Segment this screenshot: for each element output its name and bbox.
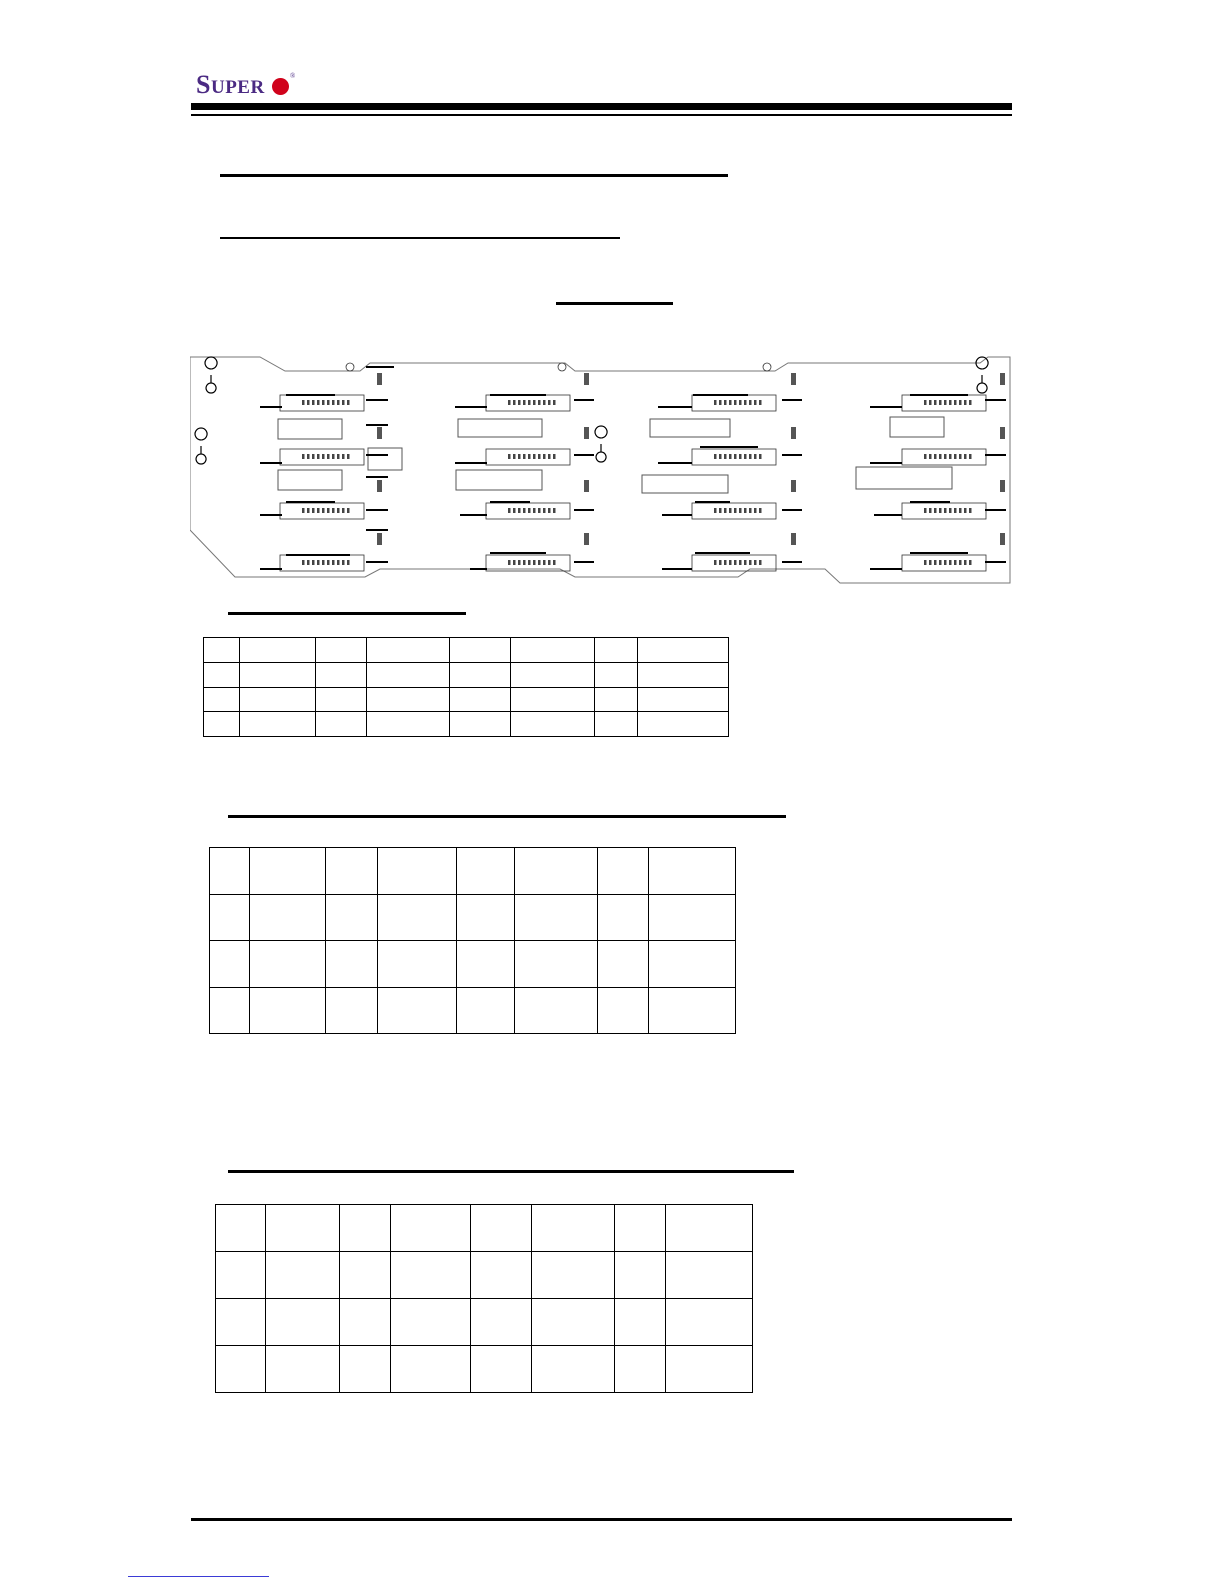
connector-pin: [548, 508, 551, 513]
connector-pin: [302, 560, 305, 565]
table-cell: [598, 894, 649, 941]
table-cell: [239, 638, 315, 663]
table-cell: [594, 712, 638, 737]
connector-pin: [939, 454, 942, 459]
table-cell: [239, 662, 315, 687]
connector-pin: [523, 508, 526, 513]
connector-pin: [327, 400, 330, 405]
section-heading-rule: [220, 237, 620, 239]
connector-pin: [924, 508, 927, 513]
connector-pin: [924, 400, 927, 405]
table-row: [216, 1205, 753, 1252]
connector-pin: [513, 400, 516, 405]
connector-pin: [934, 508, 937, 513]
connector-pin: [543, 508, 546, 513]
connector-pin: [934, 454, 937, 459]
connector-pin: [543, 454, 546, 459]
connector-pin: [553, 454, 556, 459]
connector-pin: [744, 508, 747, 513]
table-cell: [531, 1299, 614, 1346]
table-cell: [210, 894, 250, 941]
connector-pin: [538, 400, 541, 405]
registered-icon: ®: [290, 72, 296, 80]
connector-pin: [759, 560, 762, 565]
connector-pin: [548, 560, 551, 565]
table-cell: [326, 987, 378, 1034]
chapter-heading-rule: [220, 174, 728, 177]
connector-pin: [317, 508, 320, 513]
connector-pin: [548, 454, 551, 459]
connector-pin: [553, 508, 556, 513]
connector-pin: [939, 400, 942, 405]
connector-pin: [553, 400, 556, 405]
header-rule-thick: [191, 103, 1012, 110]
table-cell: [598, 987, 649, 1034]
table-cell: [456, 987, 515, 1034]
connector-pin: [734, 560, 737, 565]
connector-pin: [322, 508, 325, 513]
table-cell: [390, 1346, 470, 1393]
backplane-diagram: [190, 355, 1018, 585]
table-cell: [366, 687, 449, 712]
table-cell: [377, 894, 456, 941]
connector-pin: [944, 454, 947, 459]
table-cell: [265, 1299, 339, 1346]
table-row: [204, 638, 729, 663]
footer-link-underline: [128, 1576, 269, 1577]
table-cell: [511, 712, 594, 737]
footer-rule: [191, 1518, 1012, 1521]
connector-pin: [959, 454, 962, 459]
connector-pin: [714, 508, 717, 513]
connector-pin: [729, 508, 732, 513]
connector-pin: [734, 508, 737, 513]
connector-pin: [518, 400, 521, 405]
connector-pin: [317, 454, 320, 459]
connector-pin: [332, 508, 335, 513]
connector-pin: [944, 560, 947, 565]
table-cell: [614, 1299, 665, 1346]
connector-pin: [513, 508, 516, 513]
table-cell: [515, 941, 598, 988]
table-cell: [594, 662, 638, 687]
connector-pin: [508, 508, 511, 513]
connector-pin: [759, 508, 762, 513]
connector-pin: [749, 400, 752, 405]
connector-pin: [307, 560, 310, 565]
connector-pin: [307, 400, 310, 405]
connector-pin: [729, 560, 732, 565]
connector-pin: [924, 454, 927, 459]
connector-pin: [347, 560, 350, 565]
connector-pin: [307, 508, 310, 513]
connector-pin: [744, 400, 747, 405]
connector-pin: [543, 560, 546, 565]
connector-pin: [744, 454, 747, 459]
table-cell: [250, 987, 326, 1034]
connector-pin: [528, 454, 531, 459]
connector-pin: [302, 508, 305, 513]
table-cell: [470, 1252, 531, 1299]
table-cell: [450, 638, 511, 663]
connector-pin: [719, 454, 722, 459]
connector-pin: [729, 400, 732, 405]
table-cell: [377, 987, 456, 1034]
connector-pin: [347, 454, 350, 459]
table-cell: [456, 894, 515, 941]
table-cell: [515, 848, 598, 895]
table-cell: [204, 662, 240, 687]
table-cell: [339, 1205, 390, 1252]
connector-pin: [322, 454, 325, 459]
connector-pin: [307, 454, 310, 459]
table-1: [203, 637, 729, 737]
connector-pin: [312, 400, 315, 405]
connector-pin: [964, 400, 967, 405]
connector-pin: [332, 400, 335, 405]
figure-title-rule: [556, 302, 673, 305]
table-cell: [366, 712, 449, 737]
table-cell: [265, 1205, 339, 1252]
connector-pin: [754, 560, 757, 565]
table-cell: [239, 687, 315, 712]
table-cell: [204, 712, 240, 737]
table-cell: [648, 894, 735, 941]
table-cell: [614, 1205, 665, 1252]
connector-pin: [337, 508, 340, 513]
table-cell: [216, 1346, 266, 1393]
connector-pin: [327, 560, 330, 565]
table-cell: [638, 638, 729, 663]
logo-text: SUPER: [196, 70, 265, 99]
table-cell: [250, 941, 326, 988]
connector-pin: [714, 560, 717, 565]
table-cell: [598, 848, 649, 895]
table-cell: [665, 1346, 752, 1393]
table-cell: [366, 638, 449, 663]
table-cell: [326, 941, 378, 988]
table-row: [210, 987, 736, 1034]
connector-pin: [508, 400, 511, 405]
connector-pin: [929, 560, 932, 565]
connector-pin: [337, 400, 340, 405]
connector-pin: [724, 454, 727, 459]
table-cell: [239, 712, 315, 737]
connector-pin: [347, 508, 350, 513]
connector-pin: [724, 400, 727, 405]
table-cell: [614, 1346, 665, 1393]
table-cell: [326, 894, 378, 941]
table-cell: [511, 687, 594, 712]
connector-pin: [734, 400, 737, 405]
table-cell: [250, 894, 326, 941]
connector-pin: [538, 454, 541, 459]
table-cell: [515, 987, 598, 1034]
table-cell: [250, 848, 326, 895]
table-cell: [531, 1346, 614, 1393]
connector-pin: [508, 560, 511, 565]
connector-pin: [528, 560, 531, 565]
connector-pin: [744, 560, 747, 565]
table-cell: [339, 1252, 390, 1299]
table-cell: [456, 941, 515, 988]
connector-pin: [749, 560, 752, 565]
connector-pin: [322, 560, 325, 565]
connector-pin: [739, 560, 742, 565]
table-cell: [665, 1299, 752, 1346]
table-cell: [265, 1346, 339, 1393]
table-cell: [648, 848, 735, 895]
connector-pin: [964, 508, 967, 513]
connector-pin: [939, 508, 942, 513]
table-cell: [511, 638, 594, 663]
table-cell: [390, 1205, 470, 1252]
connector-pin: [949, 560, 952, 565]
connector-pin: [724, 560, 727, 565]
connector-pin: [954, 508, 957, 513]
connector-pin: [929, 508, 932, 513]
connector-pin: [719, 508, 722, 513]
table-cell: [450, 712, 511, 737]
table-cell: [665, 1205, 752, 1252]
table-cell: [648, 987, 735, 1034]
table-cell: [648, 941, 735, 988]
connector-pin: [739, 400, 742, 405]
connector-pin: [739, 508, 742, 513]
connector-pin: [518, 508, 521, 513]
connector-pin: [317, 400, 320, 405]
table1-heading-rule: [228, 612, 466, 615]
table-row: [216, 1346, 753, 1393]
connector-pin: [949, 508, 952, 513]
table-cell: [450, 662, 511, 687]
connector-pin: [337, 454, 340, 459]
connector-pin: [964, 560, 967, 565]
connector-pin: [954, 560, 957, 565]
connector-pin: [543, 400, 546, 405]
table-cell: [515, 894, 598, 941]
connector-pin: [347, 400, 350, 405]
connector-pin: [954, 454, 957, 459]
table-cell: [638, 712, 729, 737]
connector-pin: [734, 454, 737, 459]
connector-pin: [944, 508, 947, 513]
sata-connectors: [280, 395, 986, 571]
connector-pin: [523, 400, 526, 405]
connector-pin: [749, 508, 752, 513]
table-cell: [210, 848, 250, 895]
connector-pin: [538, 560, 541, 565]
table-cell: [594, 687, 638, 712]
table-row: [216, 1299, 753, 1346]
table-cell: [531, 1252, 614, 1299]
connector-pin: [322, 400, 325, 405]
table-cell: [210, 987, 250, 1034]
table-cell: [638, 662, 729, 687]
connector-pin: [754, 508, 757, 513]
connector-pin: [749, 454, 752, 459]
table-cell: [216, 1205, 266, 1252]
table-cell: [456, 848, 515, 895]
connector-pin: [934, 560, 937, 565]
connector-pin: [327, 454, 330, 459]
connector-pin: [513, 560, 516, 565]
table-cell: [377, 848, 456, 895]
table-cell: [339, 1299, 390, 1346]
connector-pin: [523, 560, 526, 565]
table-cell: [315, 662, 366, 687]
connector-pin: [513, 454, 516, 459]
connector-pin: [959, 560, 962, 565]
connector-pin: [944, 400, 947, 405]
mounting-holes: [195, 357, 988, 464]
connector-pin: [312, 508, 315, 513]
connector-pin: [302, 400, 305, 405]
connector-pin: [528, 400, 531, 405]
connector-pin: [523, 454, 526, 459]
connector-pin: [759, 400, 762, 405]
callout-lines: [260, 367, 1006, 569]
connector-pin: [508, 454, 511, 459]
table-row: [216, 1252, 753, 1299]
connector-pin: [929, 400, 932, 405]
led-indicators: [346, 363, 771, 371]
connector-pin: [939, 560, 942, 565]
table-cell: [204, 638, 240, 663]
connector-pin: [949, 400, 952, 405]
connector-pin: [518, 560, 521, 565]
connector-pin: [969, 560, 972, 565]
connector-pin: [739, 454, 742, 459]
connector-pin: [954, 400, 957, 405]
table-cell: [470, 1299, 531, 1346]
connector-pin: [533, 560, 536, 565]
connector-pin: [302, 454, 305, 459]
table-cell: [470, 1346, 531, 1393]
table-row: [210, 894, 736, 941]
table-cell: [470, 1205, 531, 1252]
table-cell: [204, 687, 240, 712]
connector-pin: [719, 560, 722, 565]
connector-pin: [964, 454, 967, 459]
connector-pin: [754, 454, 757, 459]
table-cell: [210, 941, 250, 988]
table-cell: [531, 1205, 614, 1252]
connector-pin: [754, 400, 757, 405]
connector-pin: [342, 454, 345, 459]
connector-pin: [518, 454, 521, 459]
table-row: [204, 687, 729, 712]
connector-pin: [759, 454, 762, 459]
table-cell: [339, 1346, 390, 1393]
connector-pin: [317, 560, 320, 565]
table-cell: [614, 1252, 665, 1299]
table-cell: [665, 1252, 752, 1299]
connector-pin: [548, 400, 551, 405]
table-cell: [598, 941, 649, 988]
table2-heading-rule: [228, 815, 786, 818]
table-cell: [326, 848, 378, 895]
connector-pin: [553, 560, 556, 565]
table-cell: [315, 687, 366, 712]
connector-pin: [337, 560, 340, 565]
connector-pin: [934, 400, 937, 405]
table-row: [210, 941, 736, 988]
table-cell: [265, 1252, 339, 1299]
connector-pin: [969, 508, 972, 513]
table-cell: [315, 638, 366, 663]
table-cell: [390, 1252, 470, 1299]
connector-pin: [969, 400, 972, 405]
table-3: [215, 1204, 753, 1393]
connector-pin: [332, 560, 335, 565]
connector-pin: [538, 508, 541, 513]
connector-pin: [719, 400, 722, 405]
table-cell: [216, 1252, 266, 1299]
connector-pin: [528, 508, 531, 513]
connector-pin: [533, 508, 536, 513]
connector-pin: [332, 454, 335, 459]
table-cell: [390, 1299, 470, 1346]
table-row: [204, 712, 729, 737]
table-cell: [216, 1299, 266, 1346]
connector-pin: [714, 400, 717, 405]
connector-pin: [342, 508, 345, 513]
logo-dot-icon: [272, 78, 289, 95]
table-cell: [377, 941, 456, 988]
table-row: [210, 848, 736, 895]
table-cell: [638, 687, 729, 712]
connector-pin: [714, 454, 717, 459]
connector-pin: [969, 454, 972, 459]
table-cell: [511, 662, 594, 687]
table-cell: [594, 638, 638, 663]
table-row: [204, 662, 729, 687]
connector-pin: [724, 508, 727, 513]
table-2: [209, 847, 736, 1034]
table-cell: [450, 687, 511, 712]
connector-pin: [312, 454, 315, 459]
connector-pin: [533, 454, 536, 459]
table-cell: [315, 712, 366, 737]
connector-pin: [342, 560, 345, 565]
connector-pin: [312, 560, 315, 565]
connector-pin: [949, 454, 952, 459]
connector-pin: [327, 508, 330, 513]
connector-pin: [342, 400, 345, 405]
header-rule-thin: [191, 114, 1012, 116]
connector-pin: [924, 560, 927, 565]
connector-pin: [533, 400, 536, 405]
table-cell: [366, 662, 449, 687]
connector-pin: [959, 400, 962, 405]
connector-pin: [929, 454, 932, 459]
connector-pin: [959, 508, 962, 513]
connector-pin: [729, 454, 732, 459]
table3-heading-rule: [228, 1170, 794, 1173]
